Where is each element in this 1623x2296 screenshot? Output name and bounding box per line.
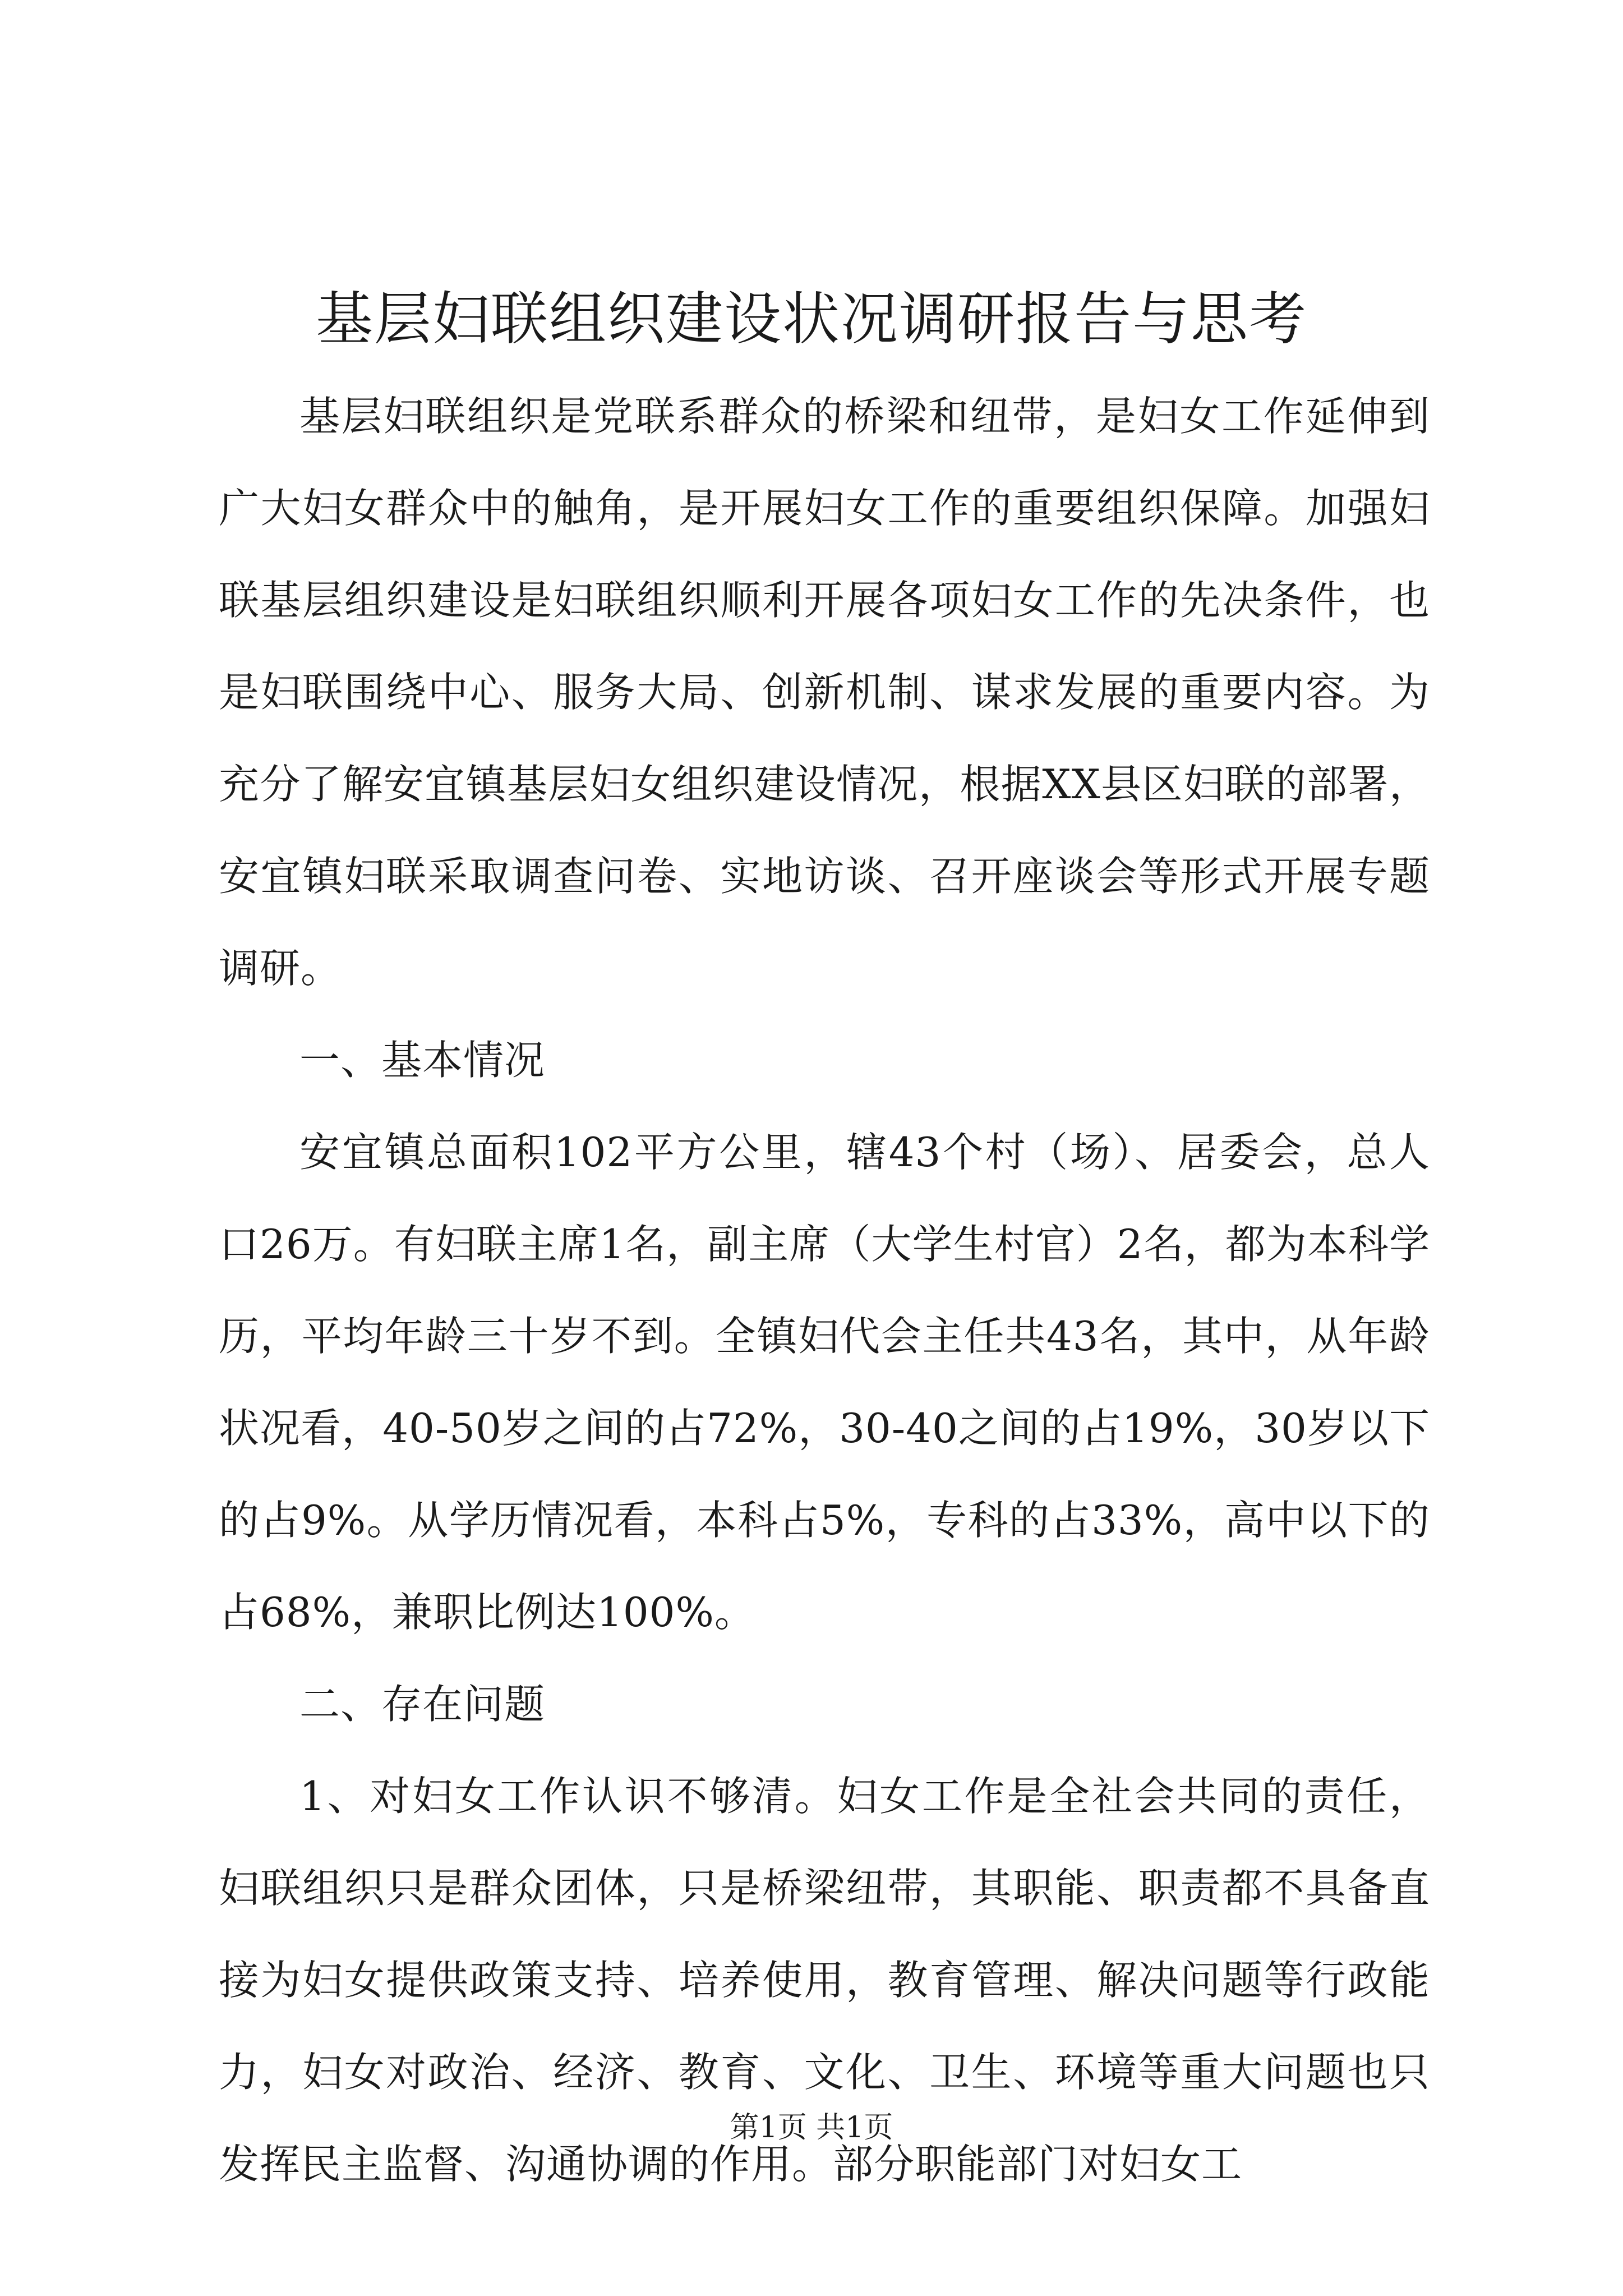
problems-paragraph: 1、对妇女工作认识不够清。妇女工作是全社会共同的责任，妇联组织只是群众团体，只是桥梁纽带，其职能、职责都不具备直接为妇女提供政策支持、培养使用，教育管理、解决问题等行政能力，妇女对政治、经济、教育、文化、卫生、环境等重大问题也只发挥民主监督、沟通协调的作用。部分职能部门对妇女工 bbox=[219, 1773, 1430, 2188]
basic-situation-paragraph: 安宜镇总面积102平方公里，辖43个村（场）、居委会，总人口26万。有妇联主席1名，副主席（大学生村官）2名，都为本科学历，平均年龄三十岁不到。全镇妇代会主任共43名，其中，从年龄状况看，40-50岁之间的占72%，30-40之间的占19%，30岁以下的占9%。从学历情况看，本科占5%，专科的占33%，高中以下的占68%，兼职比例达100%。 bbox=[219, 1129, 1430, 1636]
section-heading-basic-situation: 一、基本情况 bbox=[299, 1037, 546, 1084]
page-footer: 第1页 共1页 bbox=[730, 2111, 893, 2145]
document-body bbox=[219, 370, 1430, 2210]
section-heading-problems: 二、存在问题 bbox=[299, 1681, 546, 1728]
document-title: 基层妇联组织建设状况调研报告与思考 bbox=[316, 286, 1307, 353]
intro-paragraph: 基层妇联组织是党联系群众的桥梁和纽带，是妇女工作延伸到广大妇女群众中的触角，是开展妇女工作的重要组织保障。加强妇联基层组织建设是妇联组织顺利开展各项妇女工作的先决条件，也是妇联围绕中心、服务大局、创新机制、谋求发展的重要内容。为充分了解安宜镇基层妇女组织建设情况，根据XX县区妇联的部署，安宜镇妇联采取调查问卷、实地访谈、召开座谈会等形式开展专题调研。 bbox=[219, 393, 1430, 992]
